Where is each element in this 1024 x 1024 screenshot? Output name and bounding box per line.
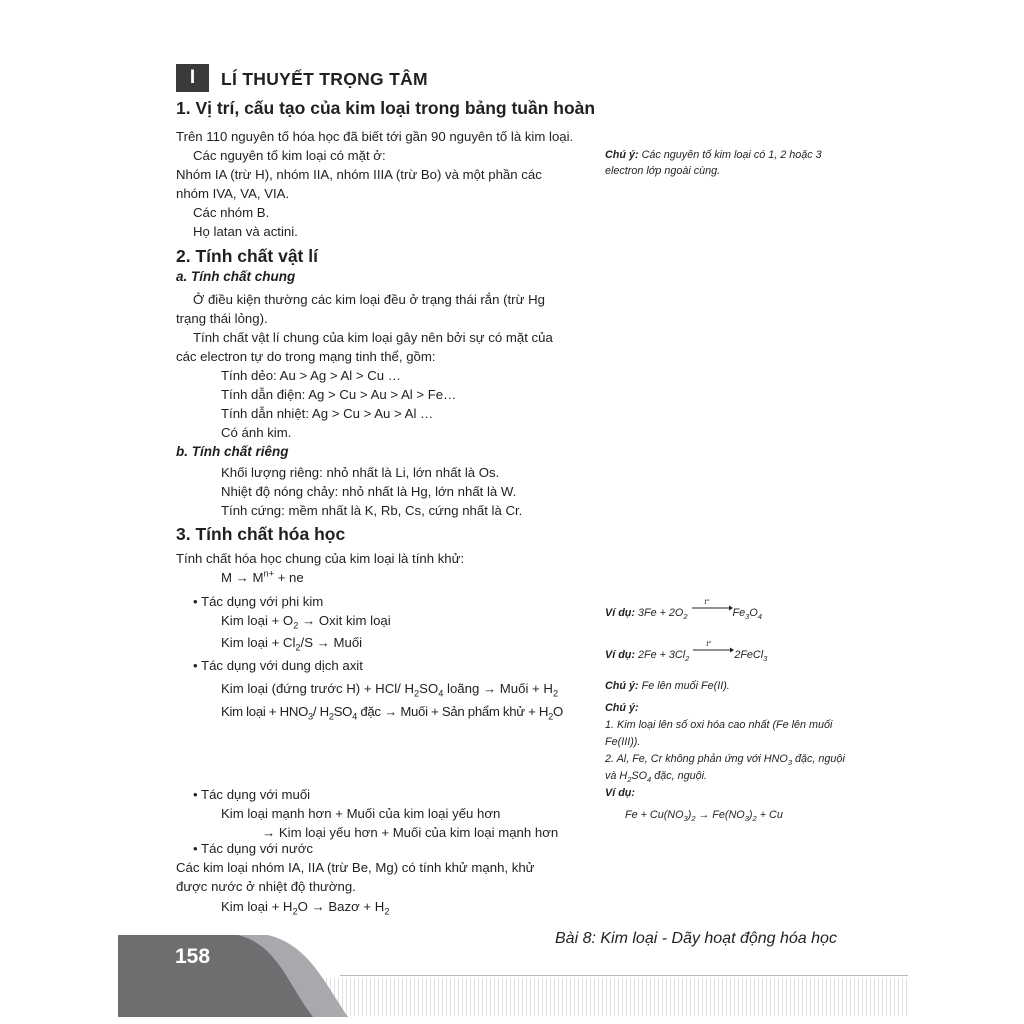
bullet-water: • Tác dụng với nước [193,841,313,856]
page-number: 158 [175,945,211,968]
text-line: Tính chất vật lí chung của kim loại gây nên bởi sự có mặt của [193,330,553,345]
text-line: Nhiệt độ nóng chảy: nhỏ nhất là Hg, lớn nhất là W. [221,484,517,499]
text-line: Trên 110 nguyên tố hóa học đã biết tới gần 90 nguyên tố là kim loại. [176,129,574,144]
side-note: và $H_2SO_4$ đặc, nguội. [605,770,708,785]
lesson-title: Bài 8: Kim loại - Dãy hoạt động hóa học [555,930,837,947]
text-line: Tính dẻo: Au > Ag > Al > Cu … [221,368,401,383]
subheading-a: a. Tính chất chung [176,269,296,284]
bullet-acid: • Tác dụng với dung dịch axit [193,658,363,673]
text-line: Khối lượng riêng: nhỏ nhất là Li, lớn nhất là Os. [221,465,500,480]
side-example-label: Ví dụ: [605,787,635,799]
text-line: Họ latan và actini. [193,224,298,239]
bullet-nonmetal: • Tác dụng với phi kim [193,594,324,609]
text-line: trạng thái lỏng). [176,311,268,326]
text-line: Có ánh kim. [221,425,292,440]
text-line: Tính dẫn điện: Ag > Cu > Au > Al > Fe… [221,387,457,402]
text-line: Nhóm IA (trừ H), nhóm IIA, nhóm IIIA (trừ Bo) và một phần các [176,167,542,182]
footer-hatch-pattern [290,978,910,1016]
text-line: Kim loại mạnh hơn + Muối của kim loại yếu hơn [221,806,501,821]
text-line: Các nguyên tố kim loại có mặt ở: [193,148,386,163]
section-number-box: I [176,64,209,92]
bullet-salt: • Tác dụng với muối [193,787,311,802]
side-note: electron lớp ngoài cùng. [605,165,721,177]
side-note-label: Chú ý: [605,702,639,714]
equation: Kim loại (đứng trước H) + HCl/ $H_2SO_4$ loãng → Muối + $H_2$ [221,681,559,699]
equation-general: $M \to M^{n+}$ + ne [221,568,304,585]
side-example: Ví dụ: $3Fe + 2O_2$ t° $Fe_3O_4$ [605,599,762,622]
heading-2: 2. Tính chất vật lí [176,246,318,266]
side-note: Chú ý: Fe lên muối Fe(II). [605,680,730,692]
equation: Kim loại + $HNO_3/$ $H_2SO_4$ đặc → Muối + Sản phẩm khử + $H_2O$ [221,704,563,722]
subheading-b: b. Tính chất riêng [176,444,289,459]
text-line: được nước ở nhiệt độ thường. [176,879,356,894]
side-example: $Fe + Cu(NO_3)_2 \to Fe(NO_3)_2 + Cu$ [625,809,783,824]
text-line: → Kim loại yếu hơn + Muối của kim loại mạnh hơn [262,825,559,840]
footer-band [118,935,348,1017]
text-line: Ở điều kiện thường các kim loại đều ở trạng thái rắn (trừ Hg [193,292,545,307]
equation: Kim loại + $O_2$ → Oxit kim loại [221,613,391,631]
equation: Kim loại + $Cl_2/S$ → Muối [221,635,363,653]
text-line: Các nhóm B. [193,205,270,220]
text-line: nhóm IVA, VA, VIA. [176,186,290,201]
text-line: Các kim loại nhóm IA, IIA (trừ Be, Mg) có tính khử mạnh, khử [176,860,535,875]
side-note: Fe(III)). [605,736,641,748]
heading-1: 1. Vị trí, cấu tạo của kim loại trong bảng tuần hoàn [176,98,596,118]
side-note: 1. Kim loại lên số oxi hóa cao nhất (Fe lên muối [605,719,833,731]
side-note: Chú ý: Các nguyên tố kim loại có 1, 2 hoặc 3 [605,149,822,161]
side-example: Ví dụ: $2Fe + 3Cl_2$ t° 2FeCl$_3$ [605,641,768,664]
footer-divider [340,975,908,976]
reaction-arrow: t° [691,606,733,616]
heading-3: 3. Tính chất hóa học [176,524,346,544]
text-line: Tính cứng: mềm nhất là K, Rb, Cs, cứng nhất là Cr. [221,503,523,518]
section-title: LÍ THUYẾT TRỌNG TÂM [221,69,428,89]
equation: Kim loại + $H_2O$ → Bazơ + $H_2$ [221,899,390,917]
text-line: Tính dẫn nhiệt: Ag > Cu > Au > Al … [221,406,434,421]
text-line: Tính chất hóa học chung của kim loại là tính khử: [176,551,465,566]
side-note: 2. Al, Fe, Cr không phản ứng với $HNO_3$ đặc, nguội [605,753,845,768]
reaction-arrow: t° [692,648,734,658]
text-line: các electron tự do trong mạng tinh thể, gồm: [176,349,436,364]
